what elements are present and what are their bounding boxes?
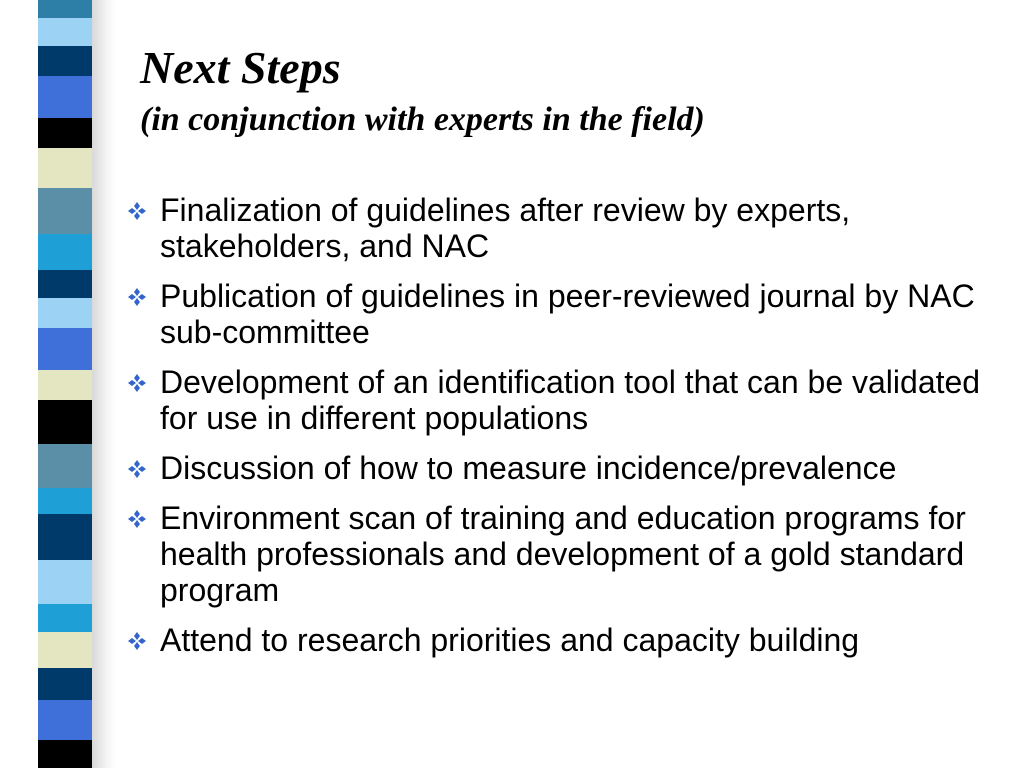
slide-subtitle: (in conjunction with experts in the field): [140, 101, 705, 138]
stripe-segment: [38, 76, 92, 118]
stripe-segment: [38, 560, 92, 604]
bullet-text: Development of an identification tool that can be validated for use in different populations: [160, 364, 981, 436]
list-item: [128, 278, 988, 350]
list-item: [128, 192, 988, 264]
stripe-segment: [38, 298, 92, 328]
bullet-text: Finalization of guidelines after review by experts, stakeholders, and NAC: [160, 192, 851, 264]
stripe-segment: [38, 632, 92, 668]
diamond-cluster-icon: [128, 288, 146, 306]
stripe-segment: [38, 188, 92, 234]
stripe-segment: [38, 270, 92, 298]
stripe-segment: [38, 0, 92, 18]
decorative-stripe-bar: [38, 0, 92, 768]
stripe-segment: [38, 18, 92, 46]
stripe-segment: [38, 604, 92, 632]
bullet-list: [128, 192, 988, 672]
stripe-segment: [38, 700, 92, 740]
stripe-segment: [38, 668, 92, 700]
stripe-segment: [38, 444, 92, 488]
bullet-text: Discussion of how to measure incidence/prevalence: [160, 450, 897, 486]
stripe-segment: [38, 148, 92, 188]
bullet-text: Publication of guidelines in peer-reviewed journal by NAC sub-committee: [160, 278, 975, 350]
stripe-segment: [38, 740, 92, 768]
diamond-cluster-icon: [128, 632, 146, 650]
list-item: [128, 622, 988, 658]
diamond-cluster-icon: [128, 374, 146, 392]
list-item: [128, 500, 988, 608]
diamond-cluster-icon: [128, 202, 146, 220]
stripe-segment: [38, 400, 92, 444]
list-item: [128, 450, 988, 486]
stripe-segment: [38, 46, 92, 76]
bullet-text: Environment scan of training and education programs for health professionals and development of a gold standard program: [160, 500, 966, 608]
stripe-segment: [38, 514, 92, 560]
bullet-text: Attend to research priorities and capacity building: [160, 622, 860, 658]
slide-title-block: [140, 40, 705, 140]
list-item: [128, 364, 988, 436]
stripe-segment: [38, 118, 92, 148]
stripe-segment: [38, 328, 92, 370]
slide-title: Next Steps: [140, 42, 341, 93]
stripe-segment: [38, 488, 92, 514]
stripe-segment: [38, 370, 92, 400]
diamond-cluster-icon: [128, 510, 146, 528]
stripe-shadow: [92, 0, 116, 768]
diamond-cluster-icon: [128, 460, 146, 478]
stripe-segment: [38, 234, 92, 270]
